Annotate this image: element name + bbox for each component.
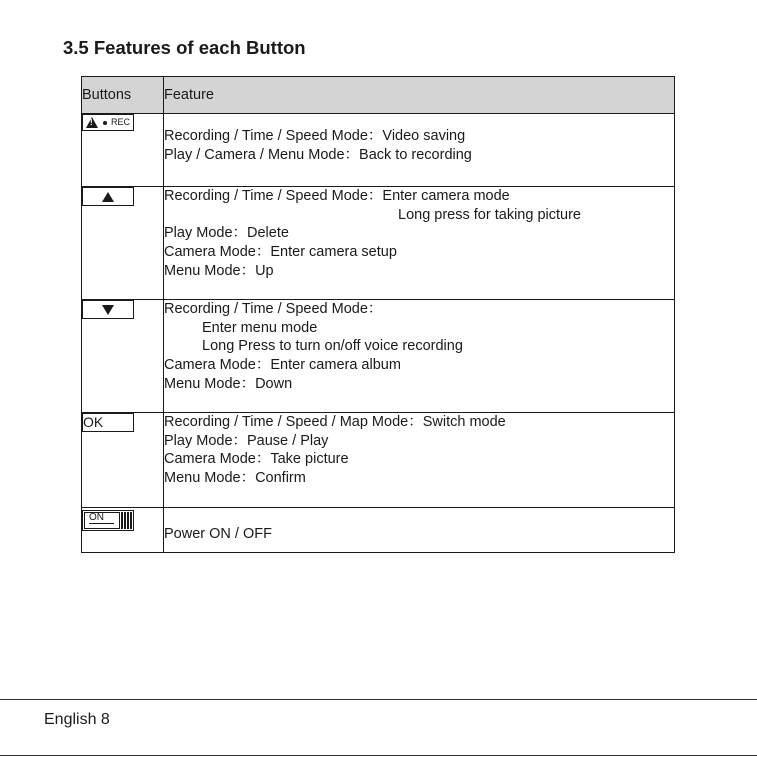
feature-line: Play / Camera / Menu Mode：Back to recording: [164, 146, 472, 163]
feature-line: Menu Mode：Confirm: [164, 470, 306, 487]
up-arrow-icon: [82, 187, 134, 206]
table-row: [82, 187, 675, 300]
rec-label: REC: [110, 117, 130, 127]
switch-on-label: ON: [84, 512, 120, 529]
feature-line: Recording / Time / Speed Mode：: [164, 301, 383, 317]
footer-divider-top: [0, 699, 757, 700]
section-title: 3.5 Features of each Button: [63, 37, 306, 58]
table-row: [82, 300, 675, 413]
feature-line: Recording / Time / Speed Mode：Enter camera mode: [164, 188, 510, 204]
footer-divider-bottom: [0, 755, 757, 756]
feature-line: Recording / Time / Speed / Map Mode：Switch mode: [164, 414, 506, 430]
power-switch-icon: [82, 510, 134, 531]
feature-line: Long press for taking picture: [398, 206, 581, 223]
ok-button-icon: OK: [82, 413, 134, 432]
feature-line: Menu Mode：Down: [164, 375, 293, 392]
feature-line: Power ON / OFF: [164, 525, 272, 542]
feature-line: Enter menu mode: [202, 319, 318, 336]
feature-line: Camera Mode：Enter camera album: [164, 357, 401, 374]
warning-rec-icon: [82, 114, 134, 131]
table-row: [82, 114, 675, 187]
header-feature: Feature: [164, 77, 675, 114]
feature-line: Play Mode：Delete: [164, 225, 289, 242]
warning-icon: [86, 117, 98, 128]
feature-line: Camera Mode：Enter camera setup: [164, 244, 397, 261]
table-row: [82, 508, 675, 553]
down-arrow-icon: [82, 300, 134, 319]
button-features-table: [81, 76, 675, 553]
feature-line: Camera Mode：Take picture: [164, 451, 349, 468]
table-row: [82, 413, 675, 508]
feature-line: Long Press to turn on/off voice recording: [202, 338, 463, 355]
page-number: English 8: [44, 711, 110, 728]
feature-line: Menu Mode：Up: [164, 262, 274, 279]
feature-line: Recording / Time / Speed Mode：Video saving: [164, 128, 466, 144]
header-buttons: Buttons: [82, 77, 164, 114]
feature-line: Play Mode：Pause / Play: [164, 432, 329, 449]
table-header-row: [82, 77, 675, 114]
